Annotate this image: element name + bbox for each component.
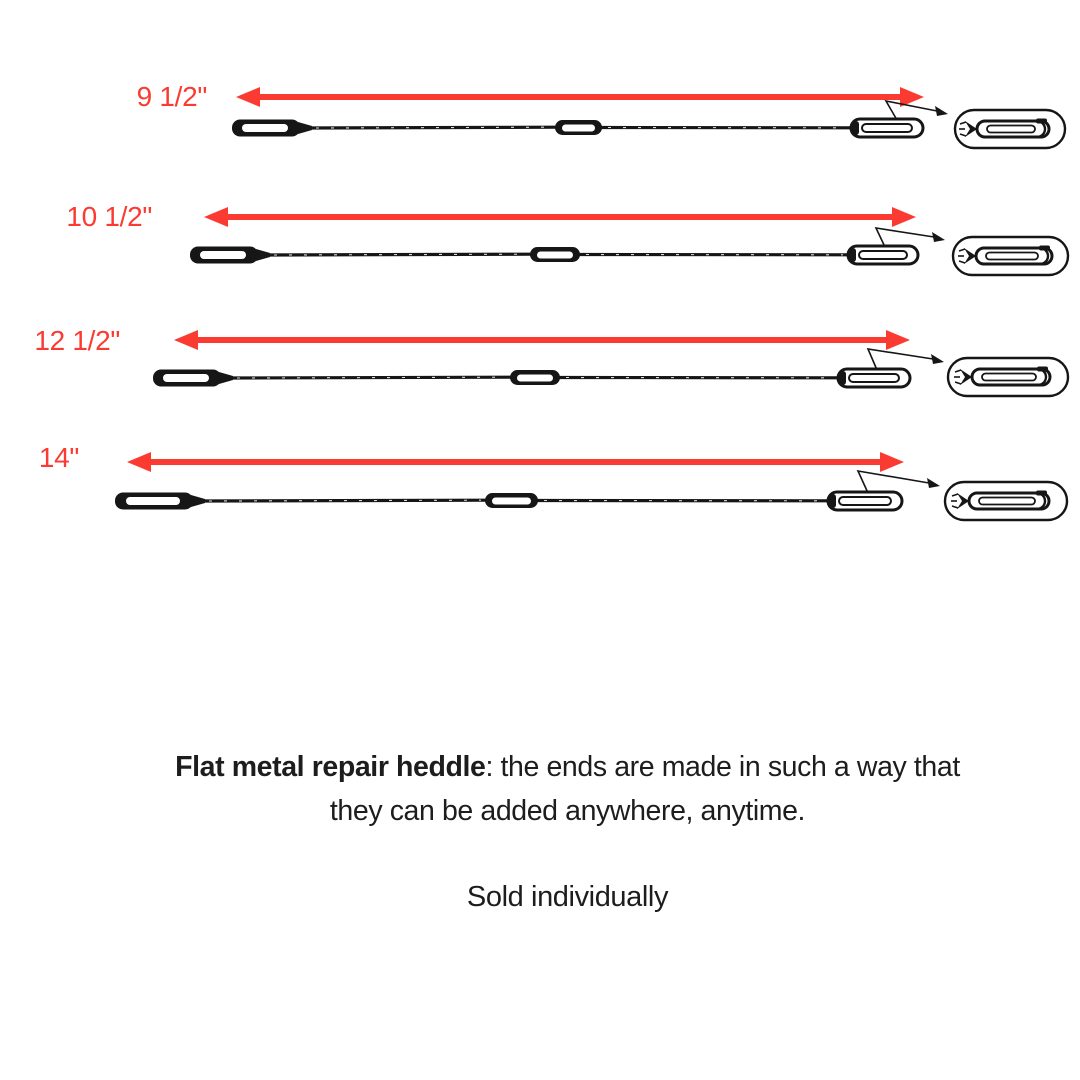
magnifier-callout — [945, 482, 1067, 520]
heddle-row-4 — [115, 452, 1067, 520]
heddle-drawing — [190, 246, 918, 264]
length-label-3: 12 1/2" — [34, 325, 120, 356]
product-name: Flat metal repair heddle — [175, 751, 486, 783]
pointer-arrow-icon — [886, 101, 948, 120]
pointer-arrow-icon — [868, 349, 944, 370]
heddle-drawing — [153, 369, 910, 387]
length-label-4: 14" — [38, 442, 79, 473]
product-description — [40, 745, 1080, 833]
heddle-row-3 — [153, 330, 1068, 396]
magnifier-callout — [948, 358, 1068, 396]
length-label-1: 9 1/2" — [136, 81, 207, 112]
heddle-row-1 — [232, 87, 1065, 148]
heddle-drawing — [115, 492, 902, 510]
measure-arrow-icon — [236, 87, 924, 107]
description-line-1 — [40, 745, 1080, 789]
measure-arrow-icon — [127, 452, 904, 472]
measure-arrow-icon — [174, 330, 910, 350]
heddle-drawing — [232, 119, 923, 137]
description-rest: : the ends are made in such a way that — [485, 751, 960, 783]
pointer-arrow-icon — [876, 228, 945, 247]
heddle-row-2 — [190, 207, 1068, 275]
magnifier-callout — [955, 110, 1065, 148]
description-line-2: they can be added anywhere, anytime. — [329, 795, 806, 827]
availability-note: Sold individually — [466, 881, 669, 913]
pointer-arrow-icon — [858, 471, 940, 493]
measure-arrow-icon — [204, 207, 916, 227]
length-label-2: 10 1/2" — [66, 201, 152, 232]
magnifier-callout — [953, 237, 1068, 275]
